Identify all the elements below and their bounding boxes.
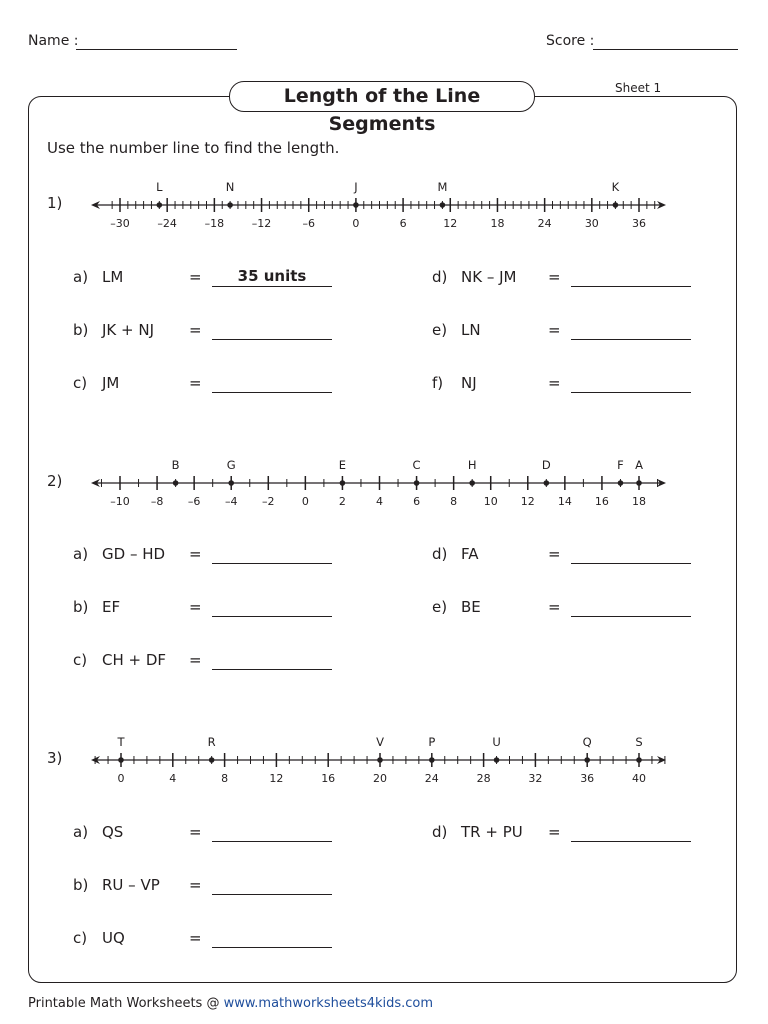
point-dot: [469, 480, 475, 486]
question-letter: d): [432, 545, 448, 563]
tick-label: 16: [321, 772, 336, 785]
equals-sign: =: [189, 268, 202, 286]
tick-label: –8: [150, 495, 164, 508]
point-label: C: [412, 458, 421, 472]
tick-label: –4: [224, 495, 238, 508]
point-label: T: [117, 735, 125, 749]
point-label: N: [225, 180, 235, 194]
point-dot: [353, 202, 359, 208]
point-dot: [440, 202, 446, 208]
point-label: G: [226, 458, 236, 472]
score-label: Score :: [546, 33, 595, 49]
equals-sign: =: [189, 598, 202, 616]
point-dot: [618, 480, 624, 486]
answer-blank[interactable]: [212, 339, 332, 340]
point-dot: [429, 757, 435, 763]
tick-label: 32: [528, 772, 543, 785]
point-dot: [544, 480, 550, 486]
question-letter: c): [73, 929, 88, 947]
tick-label: 8: [450, 495, 458, 508]
instruction-text: Use the number line to find the length.: [47, 139, 340, 157]
tick-label: 12: [520, 495, 535, 508]
equals-sign: =: [548, 545, 561, 563]
sheet-label: Sheet 1: [615, 81, 662, 95]
answer-blank[interactable]: [212, 286, 332, 287]
point-dot: [636, 480, 642, 486]
point-dot: [414, 480, 420, 486]
tick-label: 18: [632, 495, 646, 508]
question-expression: NK – JM: [461, 268, 517, 286]
tick-label: –6: [187, 495, 201, 508]
question-expression: GD – HD: [102, 545, 166, 563]
tick-label: 4: [376, 495, 383, 508]
equals-sign: =: [189, 651, 202, 669]
answer-blank[interactable]: [212, 392, 332, 393]
tick-label: –18: [204, 217, 225, 230]
answer-blank[interactable]: [571, 563, 691, 564]
tick-label: –2: [262, 495, 275, 508]
question-letter: b): [73, 876, 89, 894]
tick-label: 30: [584, 217, 599, 230]
point-dot: [227, 202, 233, 208]
point-dot: [228, 480, 234, 486]
answer-blank[interactable]: [212, 894, 332, 895]
question-expression: UQ: [102, 929, 125, 947]
tick-label: 28: [476, 772, 491, 785]
question-letter: a): [73, 823, 89, 841]
tick-label: 40: [632, 772, 646, 785]
question-expression: JK + NJ: [102, 321, 155, 339]
point-label: D: [541, 458, 551, 472]
tick-label: 0: [117, 772, 125, 785]
equals-sign: =: [548, 321, 561, 339]
answer-blank[interactable]: [571, 286, 691, 287]
answer-blank[interactable]: [571, 616, 691, 617]
question-expression: LM: [102, 268, 124, 286]
point-dot: [613, 202, 619, 208]
tick-label: 24: [424, 772, 439, 785]
point-label: A: [635, 458, 643, 472]
question-letter: e): [432, 598, 448, 616]
score-field[interactable]: [593, 49, 738, 50]
point-dot: [209, 757, 215, 763]
problem-number: 3): [47, 749, 63, 767]
question-letter: a): [73, 545, 89, 563]
point-dot: [377, 757, 383, 763]
point-label: J: [354, 180, 358, 194]
tick-label: –12: [251, 217, 272, 230]
point-label: H: [467, 458, 477, 472]
name-label: Name :: [28, 33, 79, 49]
number-line-2: [88, 454, 678, 510]
footer: [28, 996, 433, 1011]
tick-label: –30: [110, 217, 130, 230]
answer-blank[interactable]: [212, 669, 332, 670]
equals-sign: =: [189, 929, 202, 947]
point-label: K: [611, 180, 620, 194]
point-dot: [636, 757, 642, 763]
tick-label: 8: [221, 772, 229, 785]
question-letter: b): [73, 321, 89, 339]
equals-sign: =: [548, 823, 561, 841]
question-letter: b): [73, 598, 89, 616]
point-dot: [157, 202, 163, 208]
equals-sign: =: [548, 598, 561, 616]
footer-link[interactable]: www.mathworksheets4kids.com: [223, 996, 434, 1011]
point-dot: [494, 757, 500, 763]
equals-sign: =: [189, 823, 202, 841]
tick-label: –6: [302, 217, 315, 230]
answer-blank[interactable]: [212, 947, 332, 948]
point-dot: [584, 757, 590, 763]
tick-label: 16: [594, 495, 609, 508]
answer-blank[interactable]: [571, 339, 691, 340]
question-expression: CH + DF: [102, 651, 167, 669]
point-label: R: [207, 735, 216, 749]
tick-label: 12: [269, 772, 284, 785]
point-label: F: [617, 458, 624, 472]
equals-sign: =: [189, 545, 202, 563]
tick-label: 2: [338, 495, 346, 508]
question-expression: RU – VP: [102, 876, 160, 894]
question-expression: BE: [461, 598, 481, 616]
point-label: L: [156, 180, 163, 194]
question-letter: d): [432, 268, 448, 286]
question-expression: FA: [461, 545, 479, 563]
tick-label: 0: [352, 217, 360, 230]
tick-label: 36: [632, 217, 646, 230]
question-letter: d): [432, 823, 448, 841]
tick-label: 24: [537, 217, 552, 230]
answer-blank[interactable]: [212, 616, 332, 617]
tick-label: 20: [373, 772, 387, 785]
tick-label: 10: [483, 495, 498, 508]
problem-number: 2): [47, 472, 63, 490]
equals-sign: =: [189, 374, 202, 392]
equals-sign: =: [189, 321, 202, 339]
point-dot: [173, 480, 179, 486]
worksheet-title: Length of the Line Segments: [229, 81, 535, 112]
footer-text: Printable Math Worksheets @: [28, 996, 224, 1011]
question-letter: a): [73, 268, 89, 286]
point-dot: [118, 757, 124, 763]
equals-sign: =: [548, 268, 561, 286]
point-label: B: [171, 458, 180, 472]
question-expression: JM: [102, 374, 120, 392]
point-label: M: [437, 180, 448, 194]
tick-label: 6: [399, 217, 407, 230]
point-dot: [340, 480, 346, 486]
question-letter: e): [432, 321, 448, 339]
answer-blank[interactable]: [571, 841, 691, 842]
question-expression: QS: [102, 823, 124, 841]
point-label: P: [428, 735, 436, 749]
point-label: S: [635, 735, 643, 749]
answer-text: 35 units: [237, 267, 307, 285]
tick-label: 12: [443, 217, 458, 230]
point-label: U: [492, 735, 501, 749]
tick-label: 6: [413, 495, 421, 508]
point-label: E: [338, 458, 347, 472]
problem-number: 1): [47, 194, 63, 212]
equals-sign: =: [189, 876, 202, 894]
tick-label: 0: [301, 495, 309, 508]
answer-blank[interactable]: [212, 841, 332, 842]
tick-label: 4: [169, 772, 177, 785]
tick-label: –10: [110, 495, 130, 508]
equals-sign: =: [548, 374, 561, 392]
tick-label: 14: [557, 495, 572, 508]
tick-label: 18: [490, 217, 505, 230]
tick-label: 36: [580, 772, 595, 785]
tick-label: –24: [157, 217, 177, 230]
number-line-3: [88, 731, 678, 787]
question-expression: LN: [461, 321, 481, 339]
point-label: V: [376, 735, 384, 749]
answer-blank[interactable]: [212, 563, 332, 564]
question-letter: c): [73, 651, 88, 669]
question-expression: NJ: [461, 374, 477, 392]
point-label: Q: [582, 735, 592, 749]
answer-blank[interactable]: [571, 392, 691, 393]
name-field[interactable]: [76, 49, 237, 50]
number-line-1: [88, 176, 678, 232]
question-letter: c): [73, 374, 88, 392]
question-expression: TR + PU: [461, 823, 523, 841]
question-expression: EF: [102, 598, 121, 616]
question-letter: f): [432, 374, 444, 392]
